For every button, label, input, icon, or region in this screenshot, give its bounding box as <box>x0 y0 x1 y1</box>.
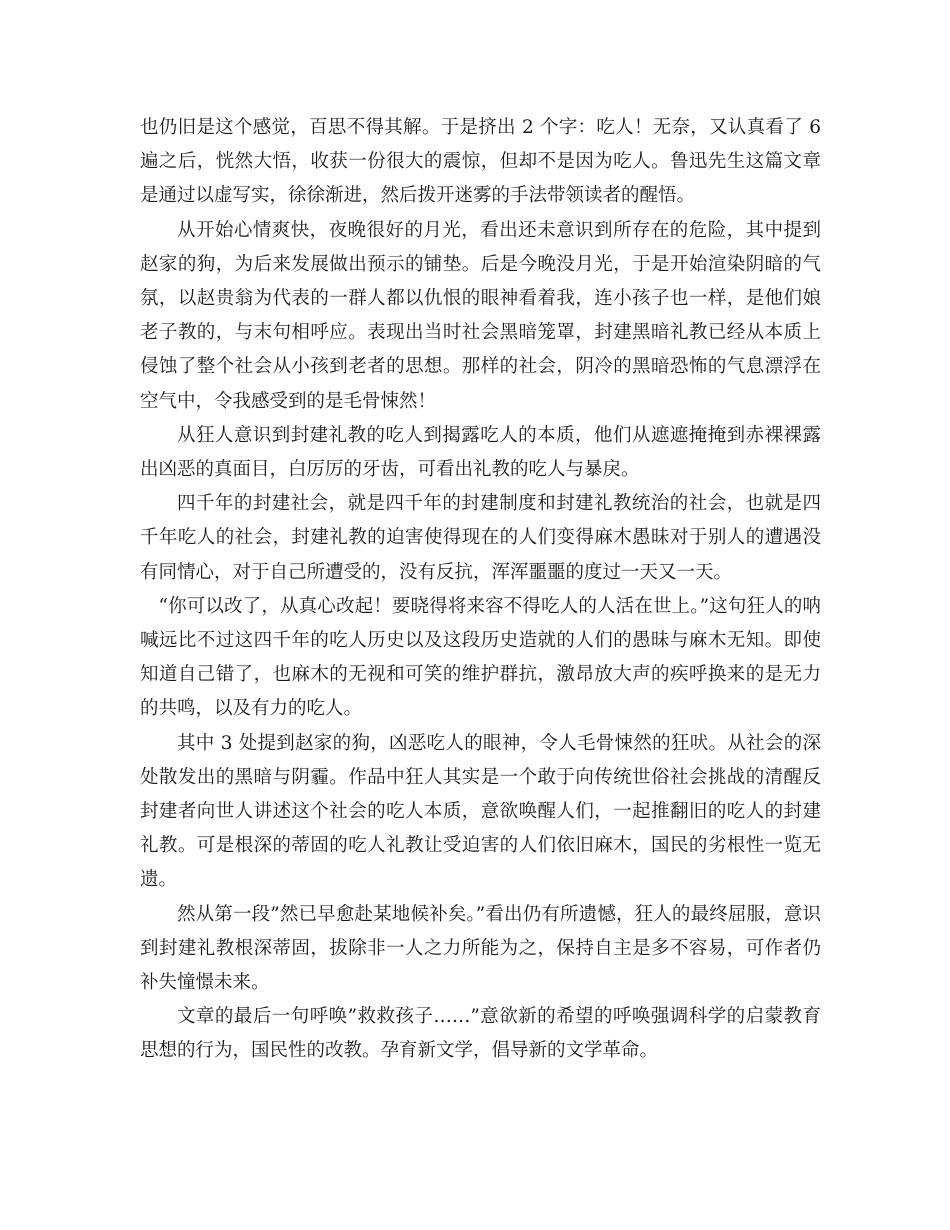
paragraph: “你可以改了，从真心改起！要晓得将来容不得吃人的人活在世上。”这句狂人的呐喊远比不过这四千年的吃人历史以及这段历史造就的人们的愚昧与麻木无知。即使知道自己错了，也麻木的无视和可笑的维护群抗，激昂放大声的疾呼换来的是无力的共鸣，以及有力的吃人。 <box>140 595 821 720</box>
paragraph: 从开始心情爽快，夜晚很好的月光，看出还未意识到所存在的危险，其中提到赵家的狗，为后来发展做出预示的铺垫。后是今晚没月光，于是开始渲染阴暗的气氛，以赵贵翁为代表的一群人都以仇恨的眼神看着我，连小孩子也一样，是他们娘老子教的，与末句相呼应。表现出当时社会黑暗笼罩，封建黑暗礼教已经从本质上侵蚀了整个社会从小孩到老者的思想。那样的社会，阴冷的黑暗恐怖的气息漂浮在空气中，令我感受到的是毛骨悚然！ <box>140 219 821 412</box>
paragraph: 从狂人意识到封建礼教的吃人到揭露吃人的本质，他们从遮遮掩掩到赤裸裸露出凶恶的真面目，白厉厉的牙齿，可看出礼教的吃人与暴戾。 <box>140 424 821 481</box>
paragraph: 四千年的封建社会，就是四千年的封建制度和封建礼教统治的社会，也就是四千年吃人的社会，封建礼教的迫害使得现在的人们变得麻木愚昧对于别人的遭遇没有同情心，对于自己所遭受的，没有反抗，浑浑噩噩的度过一天又一天。 <box>140 493 821 583</box>
paragraph-continuation: 也仍旧是这个感觉，百思不得其解。于是挤出 2 个字：吃人！无奈，又认真看了 6 遍之后，恍然大悟，收获一份很大的震惊，但却不是因为吃人。鲁迅先生这篇文章是通过以虚写实，徐徐渐进，然后拨开迷雾的手法带领读者的醒悟。 <box>140 117 821 207</box>
paragraph: 其中 3 处提到赵家的狗，凶恶吃人的眼神，令人毛骨悚然的狂吠。从社会的深处散发出的黑暗与阴霾。作品中狂人其实是一个敢于向传统世俗社会挑战的清醒反封建者向世人讲述这个社会的吃人本质，意欲唤醒人们，一起推翻旧的吃人的封建礼教。可是根深的蒂固的吃人礼教让受迫害的人们依旧麻木，国民的劣根性一览无遗。 <box>140 732 821 891</box>
paragraph: 文章的最后一句呼唤”救救孩子……”意欲新的希望的呼唤强调科学的启蒙教育思想的行为，国民性的改教。孕育新文学，倡导新的文学革命。 <box>140 1006 821 1062</box>
document-body <box>140 111 821 1069</box>
paragraph: 然从第一段”然已早愈赴某地候补矣。”看出仍有所遗憾，狂人的最终屈服，意识到封建礼教根深蒂固，拔除非一人之力所能为之，保持自主是多不容易，可作者仍补失憧憬未来。 <box>140 903 821 994</box>
